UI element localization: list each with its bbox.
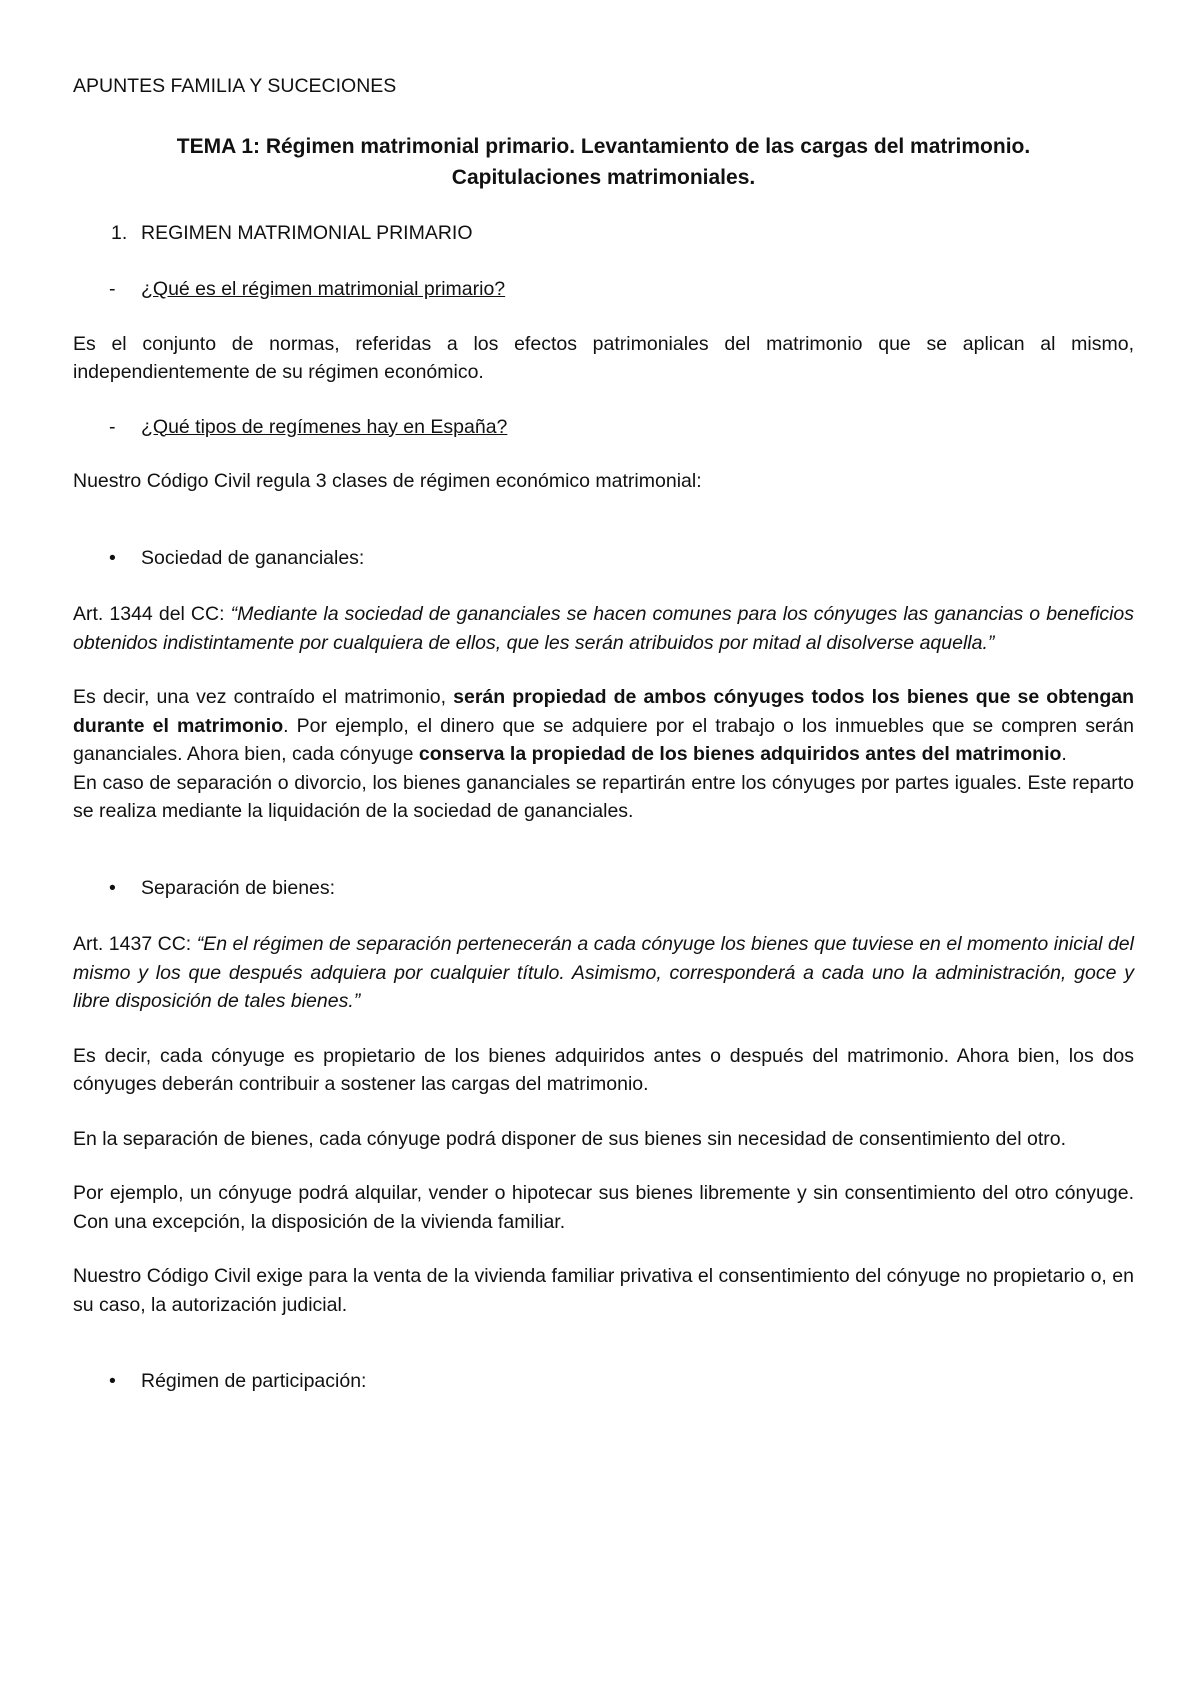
explanation-paragraph: Por ejemplo, un cónyuge podrá alquilar, vender o hipotecar sus bienes libremente y sin consentimiento del otro cónyuge. Con una excepción, la disposición de la vivienda familiar. [73,1182,1134,1233]
question-text: ¿Qué tipos de regímenes hay en España? [141,415,508,438]
article-paragraph [73,600,1134,657]
explanation-text: . Por ejemplo, el dinero que se adquiere por el trabajo o los inmuebles que se compren serán gananciales. Ahora bien, cada cónyuge [73,714,1134,765]
article-reference: Art. 1344 del CC: [73,603,231,625]
divorce-paragraph: En caso de separación o divorcio, los bienes gananciales se repartirán entre los cónyuges por partes iguales. Este reparto se realiza mediante la liquidación de la sociedad de gananciales. [73,771,1134,822]
document-body [73,72,1134,1424]
section-heading-text: REGIMEN MATRIMONIAL PRIMARIO [141,221,473,244]
topic-title-line-2: Capitulaciones matrimoniales. [451,165,756,189]
explanation-text: . [1061,743,1067,765]
bullet-heading-text: Sociedad de gananciales: [141,546,365,569]
topic-title-line-1: TEMA 1: Régimen matrimonial primario. Levantamiento de las cargas del matrimonio. [176,134,1031,158]
topic-title [73,131,1134,193]
bullet-heading-text: Separación de bienes: [141,876,336,899]
bullet-heading-separacion [73,874,1134,903]
article-paragraph [73,930,1134,1016]
dash-marker: - [109,415,116,438]
bullet-marker: • [109,1370,116,1392]
bullet-marker: • [109,546,116,569]
article-reference: Art. 1437 CC: [73,933,197,955]
answer-paragraph: Nuestro Código Civil regula 3 clases de régimen económico matrimonial: [73,470,702,492]
explanation-paragraph: En la separación de bienes, cada cónyuge podrá disponer de sus bienes sin necesidad de consentimiento del otro. [73,1127,1066,1150]
explanation-text: Es decir, una vez contraído el matrimonio, [73,686,454,708]
dash-marker: - [109,278,116,300]
explanation-bold-text: serán propiedad de ambos cónyuges todos los bienes que se obtengan durante el matrimonio [73,686,1135,737]
explanation-paragraph: Es decir, cada cónyuge es propietario de los bienes adquiridos antes o después del matrimonio. Ahora bien, los dos cónyuges deberán contribuir a sostener las cargas del matrimonio. [73,1044,1134,1095]
bullet-heading-gananciales [73,544,1134,573]
question-item [73,275,1134,304]
bullet-marker: • [109,876,116,899]
question-item [73,413,1134,442]
section-number: 1. [111,221,128,244]
bullet-heading-participacion [73,1367,1134,1396]
explanation-bold-text: conserva la propiedad de los bienes adquiridos antes del matrimonio [418,743,1062,765]
explanation-paragraph [73,683,1134,769]
explanation-paragraph: Nuestro Código Civil exige para la venta de la vivienda familiar privativa el consentimiento del cónyuge no propietario o, en su caso, la autorización judicial. [73,1265,1134,1316]
bullet-heading-text: Régimen de participación: [141,1370,367,1392]
section-heading [73,219,1134,248]
article-quote: “En el régimen de separación pertenecerán a cada cónyuge los bienes que tuviese en el momento inicial del mismo y los que después adquiera por cualquier título. Asimismo, corresponderá a cada uno la administración, goce y libre disposición de tales bienes.” [73,933,1134,1012]
answer-paragraph: Es el conjunto de normas, referidas a los efectos patrimoniales del matrimonio que se aplican al mismo, independientemente de su régimen económico. [73,332,1134,383]
course-title: APUNTES FAMILIA Y SUCECIONES [73,75,397,97]
article-quote: “Mediante la sociedad de gananciales se hacen comunes para los cónyuges las ganancias o beneficios obtenidos indistintamente por cualquiera de ellos, que les serán atribuidos por mitad al disolverse aquella.” [73,603,1134,654]
question-text: ¿Qué es el régimen matrimonial primario? [141,278,506,300]
